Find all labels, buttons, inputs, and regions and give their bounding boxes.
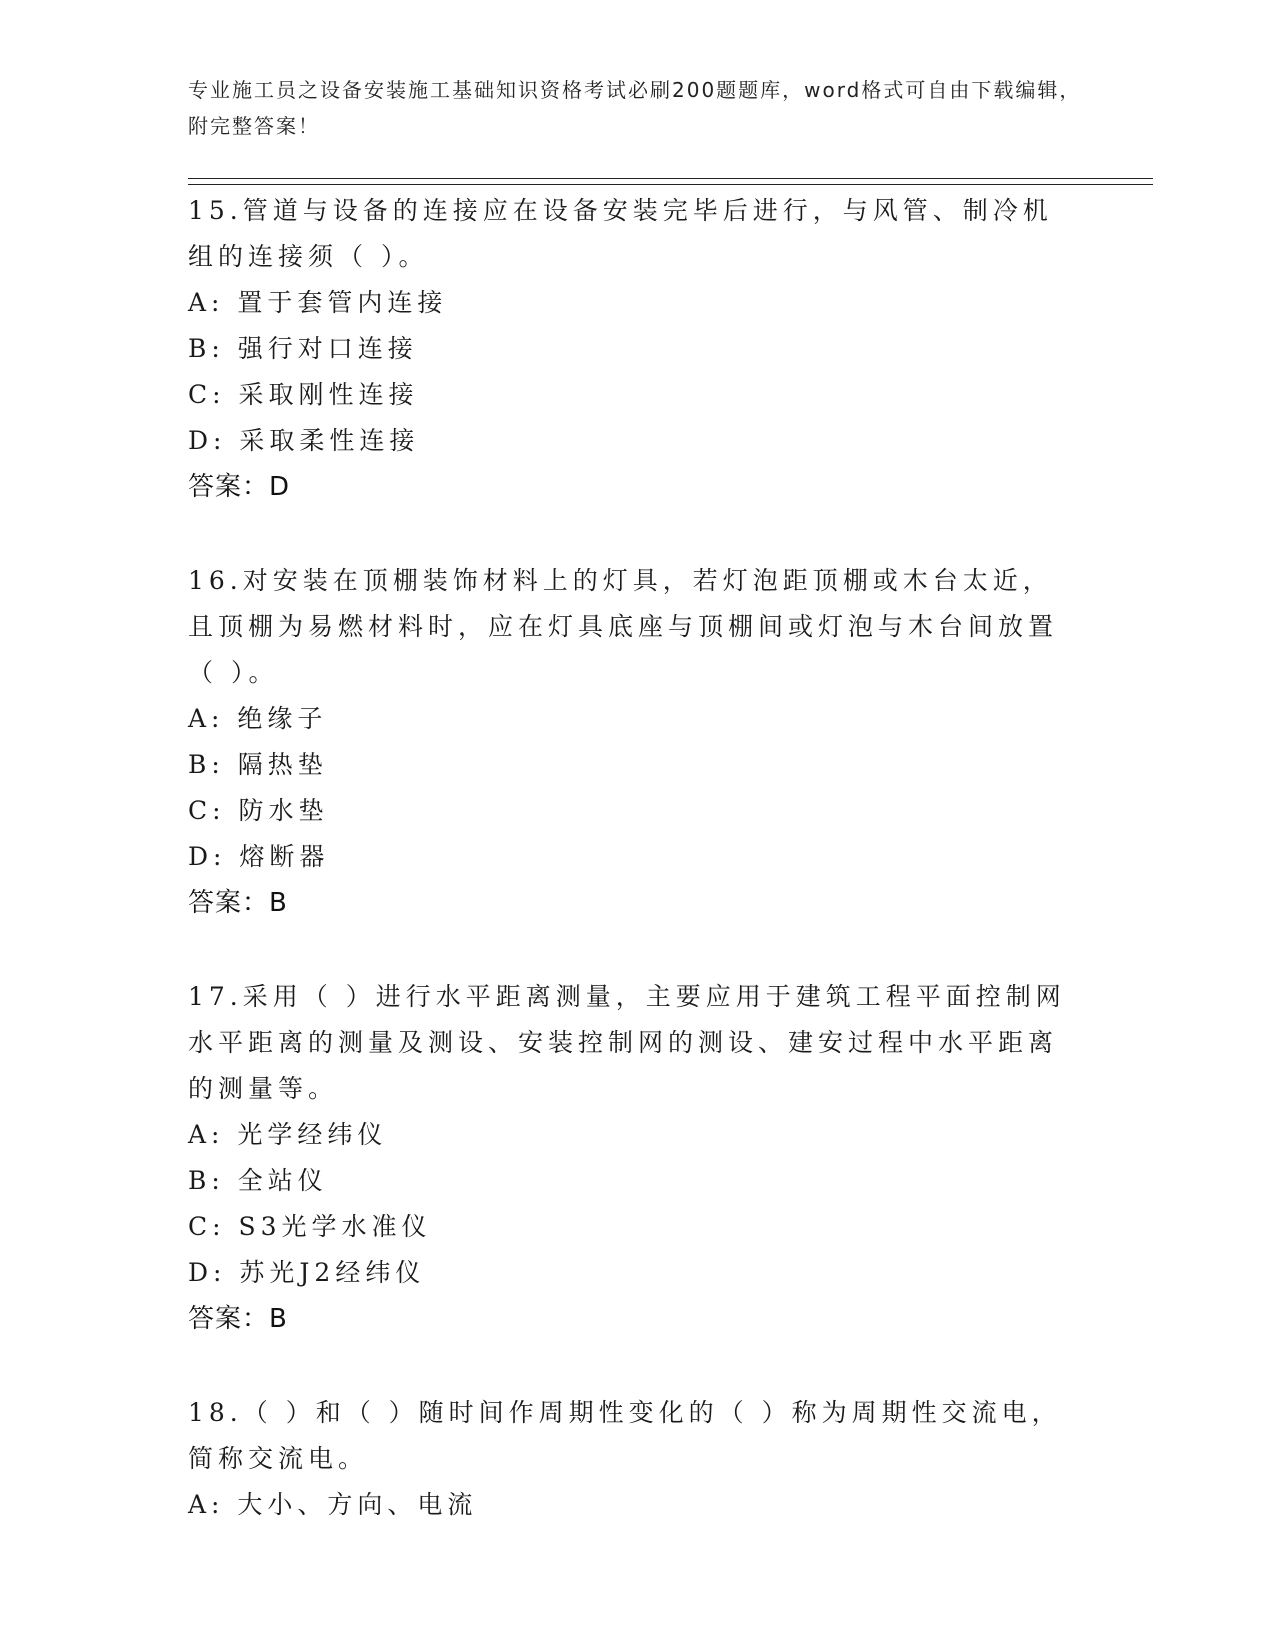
option-c: C: 采取刚性连接: [188, 380, 419, 409]
option-b: B: 隔热垫: [188, 750, 328, 779]
question-list: [188, 188, 1088, 1528]
answer: 答案：B: [188, 1304, 288, 1334]
option-d: D: 采取柔性连接: [188, 426, 420, 455]
question-text: 18.（ ）和（ ）随时间作周期性变化的（ ）称为周期性交流电，简称交流电。: [188, 1398, 1062, 1473]
page-header: 专业施工员之设备安装施工基础知识资格考试必刷200题题库，word格式可自由下载编辑，附完整答案！: [188, 78, 1082, 138]
question-18: [188, 1390, 1088, 1528]
option-c: C: S3光学水准仪: [188, 1212, 432, 1241]
question-text: 16.对安装在顶棚装饰材料上的灯具，若灯泡距顶棚或木台太近，且顶棚为易燃材料时，应在灯具底座与顶棚间或灯泡与木台间放置（ ）。: [188, 566, 1059, 687]
option-a: A: 置于套管内连接: [188, 288, 448, 317]
option-a: A: 绝缘子: [188, 704, 328, 733]
option-a: A: 大小、方向、电流: [188, 1490, 478, 1519]
option-a: A: 光学经纬仪: [188, 1120, 388, 1149]
option-d: D: 苏光J2经纬仪: [188, 1258, 426, 1287]
question-15: [188, 188, 1088, 510]
option-d: D: 熔断器: [188, 842, 330, 871]
header-divider-top: [188, 178, 1153, 179]
question-text: 15.管道与设备的连接应在设备安装完毕后进行，与风管、制冷机组的连接须（ ）。: [188, 196, 1053, 271]
option-b: B: 强行对口连接: [188, 334, 418, 363]
question-16: [188, 558, 1088, 926]
answer: 答案：B: [188, 888, 288, 918]
question-text: 17.采用（ ）进行水平距离测量，主要应用于建筑工程平面控制网水平距离的测量及测设、安装控制网的测设、建安过程中水平距离的测量等。: [188, 982, 1066, 1103]
option-b: B: 全站仪: [188, 1166, 328, 1195]
option-c: C: 防水垫: [188, 796, 329, 825]
question-17: [188, 974, 1088, 1342]
answer: 答案：D: [188, 472, 291, 502]
header-divider-bottom: [188, 184, 1153, 185]
